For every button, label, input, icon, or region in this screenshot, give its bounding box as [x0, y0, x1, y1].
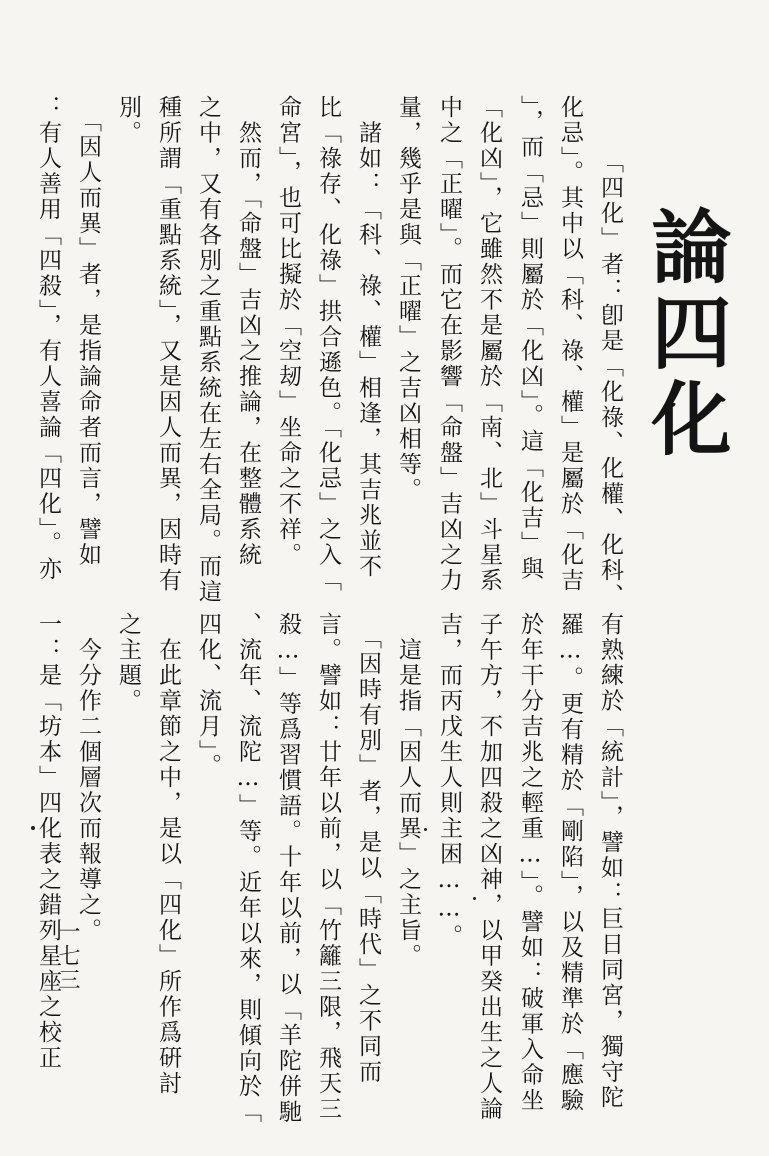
text-column: 比「祿存、化祿」拱合遜色。「化忌」之入「: [315, 95, 341, 594]
text-column: 諸如：「科、祿、權」相逢，其吉兆並不: [355, 95, 381, 580]
text-column: 中之「正曜」。而它在影響「命盤」吉凶之力: [436, 95, 462, 594]
text-column: 之主題。: [115, 612, 141, 714]
text-column: 」，而「忌」則屬於「化凶」。這「化吉」與: [517, 95, 543, 582]
text-column: 今分作二個層次而報導之。: [75, 612, 101, 944]
text-column: 化忌」。其中以「科、祿、權」是屬於「化吉: [557, 95, 583, 594]
text-column: 羅…。更有精於「剛陷」，以及精準於「應驗: [557, 612, 583, 1114]
text-column: 命宮」，也可比擬於「空刼」坐命之不祥。: [275, 95, 301, 568]
text-column: 一：是「坊本」四化表之錯列星座之校正: [35, 612, 61, 1071]
text-column: 量，幾乎是與「正曜」之吉凶相等。: [395, 95, 421, 503]
text-column: 吉，而丙戊生人則主困……。: [436, 612, 462, 950]
text-column: 殺…」等爲習慣語。十年以前，以「羊陀併馳: [275, 612, 301, 1125]
text-column: 「因時有別」者，是以「時代」之不同而: [355, 612, 381, 1085]
text-column: 子午方，不加四殺之凶神，以甲癸出生之人論: [476, 612, 502, 1122]
text-column: 在此章節之中，是以「四化」所作爲硏討: [155, 612, 181, 1097]
page-number: 一七三: [55, 920, 80, 992]
print-speck: [424, 828, 427, 831]
text-column: 「四化」者：卽是「化祿、化權、化科、: [597, 150, 623, 609]
text-column: 這是指「因人而異」之主旨。: [395, 612, 421, 969]
text-column: 種所謂「重點系統」，又是因人而異，因時有: [155, 95, 181, 594]
text-column: 言。譬如：廿年以前，以「竹籬三限，飛天三: [315, 612, 341, 1122]
page-title: 論四化: [638, 205, 732, 463]
text-column: 於年干分吉兆之輕重…」。譬如：破軍入命坐: [517, 612, 543, 1114]
text-column: 別。: [115, 95, 141, 146]
text-column: 然而，「命盤」吉凶之推論，在整體系統: [235, 95, 261, 568]
text-column: ：有人善用「四殺」，有人喜論「四化」。亦: [35, 95, 61, 582]
text-column: 之中，又有各別之重點系統在左右全局。而這: [195, 95, 221, 605]
text-column: 「化凶」，它雖然不是屬於「南、北」斗星系: [476, 95, 502, 594]
print-speck: [473, 897, 476, 900]
print-speck: [31, 826, 35, 830]
text-column: 「因人而異」者，是指論命者而言，譬如: [75, 95, 101, 568]
text-column: 有熟練於「統計」，譬如：巨日同宮，獨守陀: [597, 612, 623, 1111]
text-column: 四化、流月」。: [195, 612, 221, 779]
text-column: 、流年、流陀…」等。近年以來，則傾向於「: [235, 612, 261, 1125]
